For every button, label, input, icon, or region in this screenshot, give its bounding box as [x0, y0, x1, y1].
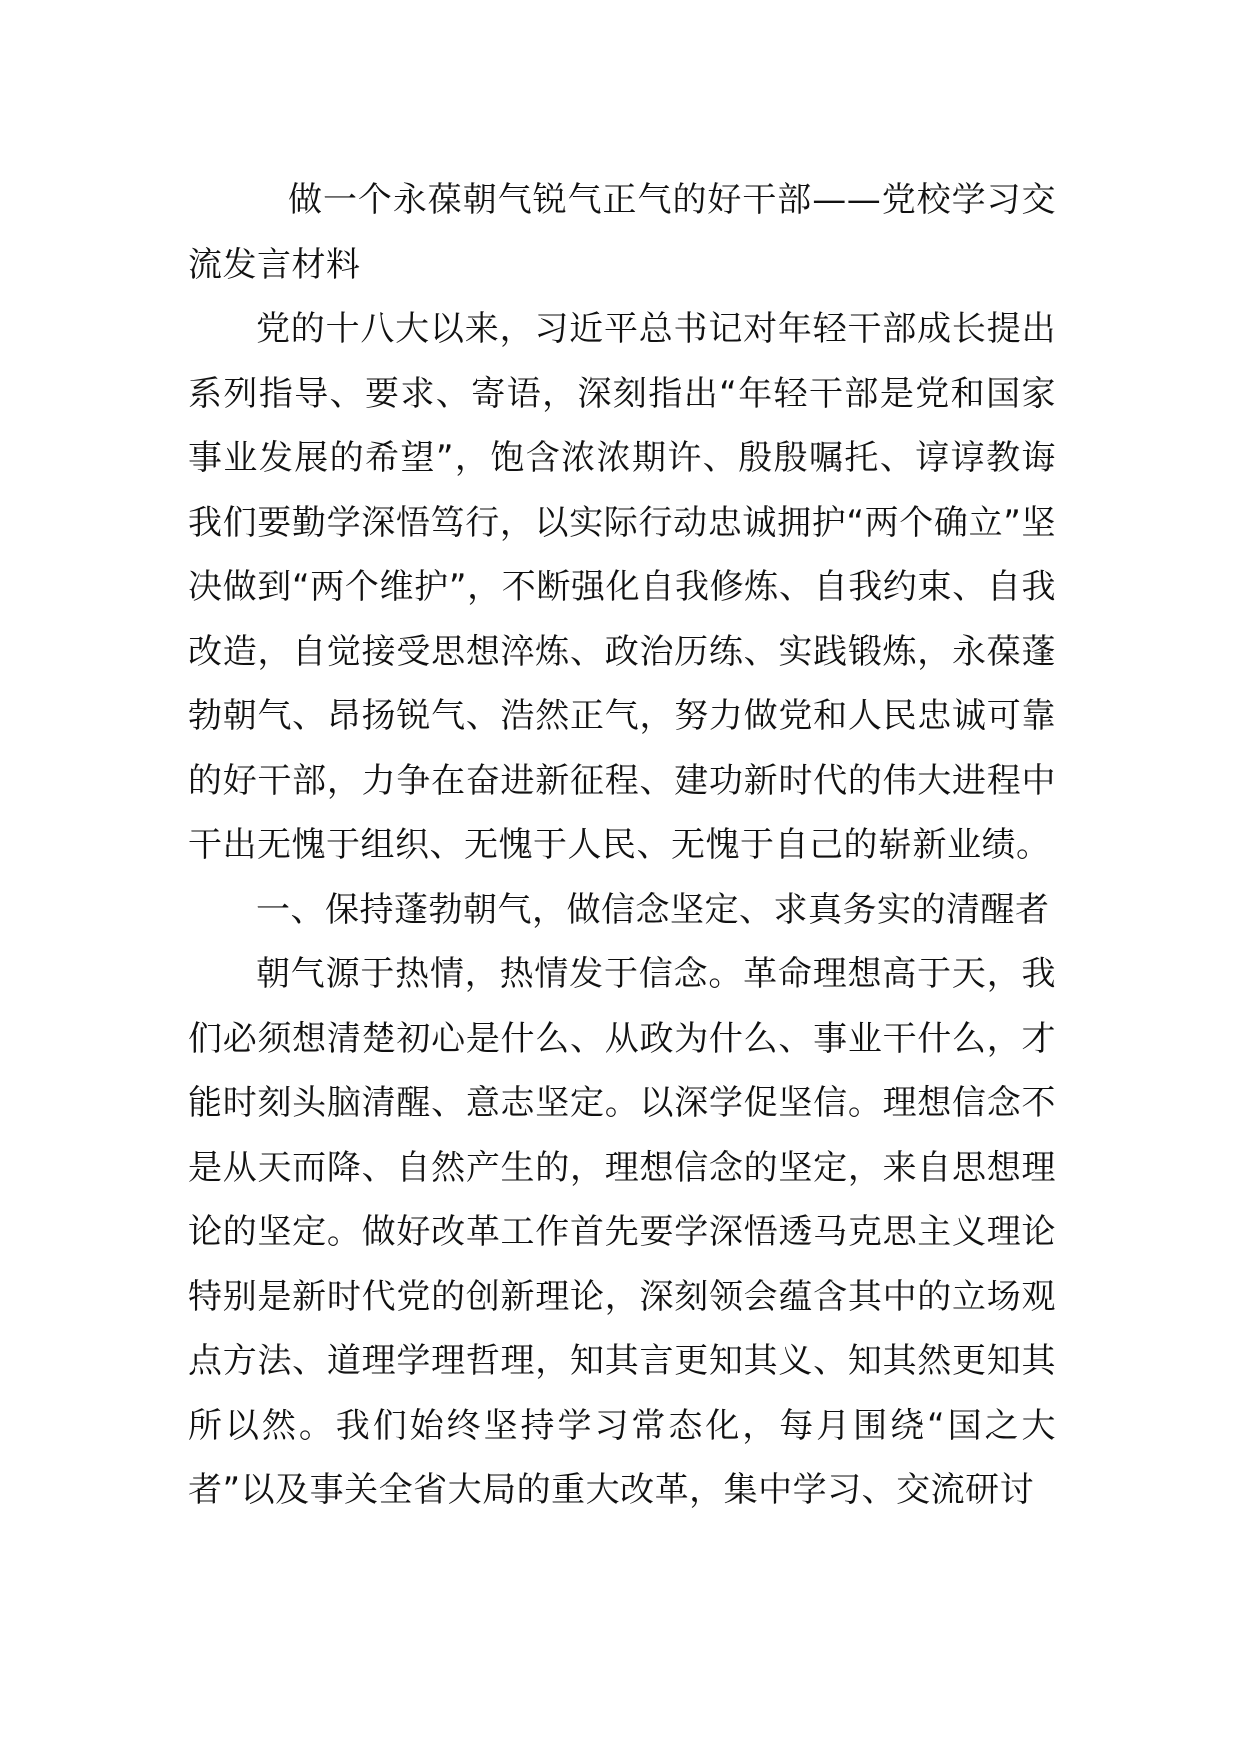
paragraph-intro: 党的十八大以来，习近平总书记对年轻干部成长提出系列指导、要求、寄语，深刻指出“年轻干部是党和国家事业发展的希望”，饱含浓浓期许、殷殷嘱托、谆谆教诲我们要勤学深悟笃行，以实际行动忠诚拥护“两个确立”坚决做到“两个维护”，不断强化自我修炼、自我约束、自我改造，自觉接受思想淬炼、政治历练、实践锻炼，永葆蓬勃朝气、昂扬锐气、浩然正气，努力做党和人民忠诚可靠的好干部，力争在奋进新征程、建功新时代的伟大进程中干出无愧于组织、无愧于人民、无愧于自己的崭新业绩。: [188, 309, 1056, 865]
section-heading-1: 一、保持蓬勃朝气，做信念坚定、求真务实的清醒者: [256, 889, 1050, 930]
document-title: 做一个永葆朝气锐气正气的好干部——党校学习交流发言材料: [188, 180, 1056, 285]
paragraph-section-1: 朝气源于热情，热情发于信念。革命理想高于天，我们必须想清楚初心是什么、从政为什么、事业干什么，才能时刻头脑清醒、意志坚定。以深学促坚信。理想信念不是从天而降、自然产生的，理想信念的坚定，来自思想理论的坚定。做好改革工作首先要学深悟透马克思主义理论特别是新时代党的创新理论，深刻领会蕴含其中的立场观点方法、道理学理哲理，知其言更知其义、知其然更知其所以然。我们始终坚持学习常态化，每月围绕“国之大者”以及事关全省大局的重大改革，集中学习、交流研讨: [188, 954, 1056, 1510]
document-body: [188, 168, 1056, 1523]
